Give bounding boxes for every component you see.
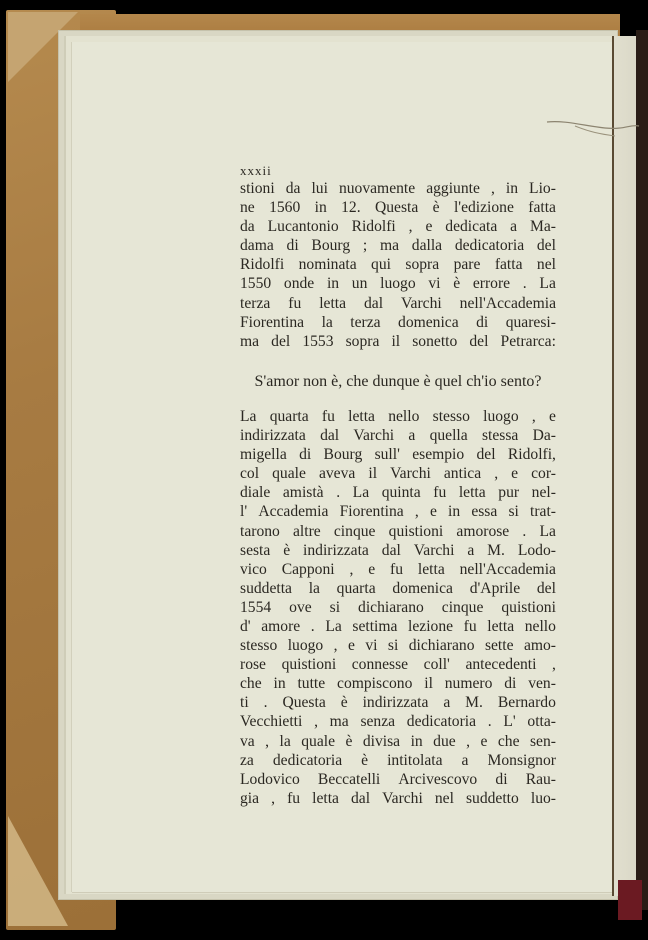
text-line: col quale aveva il Varchi antica , e cor- bbox=[240, 465, 556, 483]
text-line: vico Capponi , e fu letta nell'Accademia bbox=[240, 560, 556, 578]
text-line: l' Accademia Fiorentina , e in essa si trat- bbox=[240, 503, 556, 521]
paragraph-1 bbox=[240, 179, 556, 351]
page-text bbox=[240, 163, 556, 808]
text-line: d' amore . La settima lezione fu letta nello bbox=[240, 617, 556, 635]
text-line: da Lucantonio Ridolfi , e dedicata a Ma- bbox=[240, 218, 556, 236]
text-line: sesta è indirizzata dal Varchi a M. Lodo- bbox=[240, 541, 556, 559]
loose-thread bbox=[545, 118, 640, 140]
text-line: 1554 ove si dichiarano cinque quistioni bbox=[240, 598, 556, 616]
text-line: migella di Bourg sull' esempio del Ridolfi, bbox=[240, 446, 556, 464]
text-line: stesso luogo , e vi si dichiarano sette amo- bbox=[240, 637, 556, 655]
text-line: dama di Bourg ; ma dalla dedicatoria del bbox=[240, 237, 556, 255]
binding-shadow bbox=[636, 30, 648, 910]
text-line: ne 1560 in 12. Questa è l'edizione fatta bbox=[240, 199, 556, 217]
text-line: stioni da lui nuovamente aggiunte , in Lio- bbox=[240, 180, 556, 197]
text-line: Fiorentina la terza domenica di quaresi- bbox=[240, 313, 556, 331]
text-line: 1550 onde in un luogo vi è errore . La bbox=[240, 275, 556, 293]
text-line: La quarta fu letta nello stesso luogo , e bbox=[240, 407, 556, 425]
text-line: ma del 1553 sopra il sonetto del Petrarca: bbox=[240, 332, 556, 350]
text-line: rose quistioni connesse coll' antecedenti , bbox=[240, 656, 556, 674]
text-line: che in tutte compiscono il numero di ven- bbox=[240, 675, 556, 693]
page-number: xxxii bbox=[240, 163, 272, 178]
text-line: terza fu letta dal Varchi nell'Accademia bbox=[240, 294, 556, 312]
text-line: indirizzata dal Varchi a quella stessa Da- bbox=[240, 427, 556, 445]
text-line: suddetta la quarta domenica d'Aprile del bbox=[240, 579, 556, 597]
text-line: gia , fu letta dal Varchi nel suddetto luo- bbox=[240, 789, 556, 807]
quoted-verse: S'amor non è, che dunque è quel ch'io sento? bbox=[254, 372, 542, 390]
text-line: Vecchietti , ma senza dedicatoria . L' otta- bbox=[240, 713, 556, 731]
text-line: va , la quale è divisa in due , e che sen- bbox=[240, 732, 556, 750]
text-line: Ridolfi nominata qui sopra pare fatta nel bbox=[240, 256, 556, 274]
text-line: Lodovico Beccatelli Arcivescovo di Rau- bbox=[240, 770, 556, 788]
paragraph-2 bbox=[240, 407, 556, 808]
text-line: ti . Questa è indirizzata a M. Bernardo bbox=[240, 694, 556, 712]
text-line: tarono altre cinque quistioni amorose . La bbox=[240, 522, 556, 540]
text-line: diale amistà . La quinta fu letta pur nel- bbox=[240, 484, 556, 502]
red-spine-corner bbox=[618, 880, 642, 920]
text-line: za dedicatoria è intitolata a Monsignor bbox=[240, 751, 556, 769]
